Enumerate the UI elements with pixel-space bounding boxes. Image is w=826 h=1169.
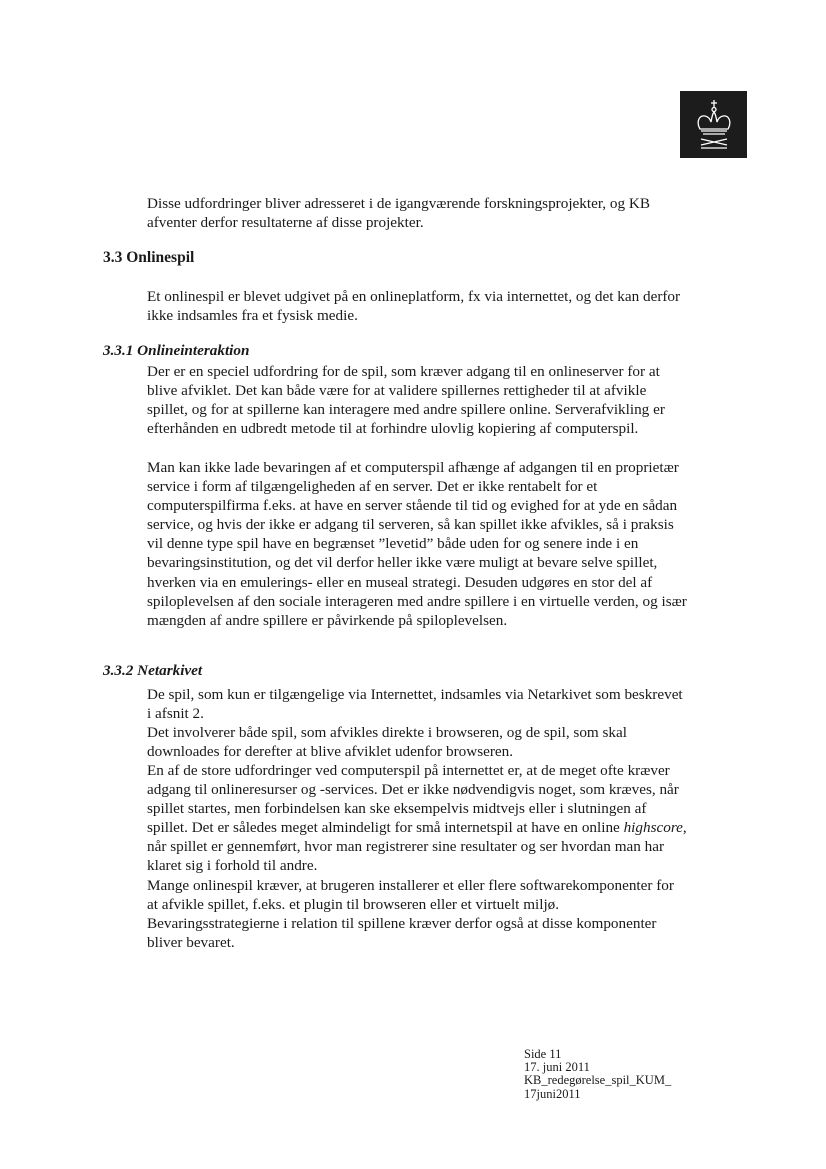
netarkivet-paragraph-1: De spil, som kun er tilgængelige via Internettet, indsamles via Netarkivet som beskrevet i afsnit 2.	[147, 686, 683, 723]
crown-icon	[691, 98, 737, 152]
document-id: KB_redegørelse_spil_KUM_	[524, 1073, 672, 1088]
page-number: Side 11	[524, 1047, 562, 1061]
onlineinteraktion-paragraph-2: Man kan ikke lade bevaringen af et computerspil afhænge af adgangen til en proprietær service i form af tilgængeligheden af en server. Det er ikke rentabelt for et computerspilfirma f.eks. at have en server stående til tid og evighed for at yde en sådan service, og hvis der ikke er adgang til serveren, så kan spillet ikke afvikles, så i praksis vil denne type spil have en begrænset ”levetid” både uden for og senere inde i en bevaringsinstitution, og det vil derfor heller ikke være muligt at bevare selve spillet, hverken via en emulerings- eller en museal strategi. Desuden udgøres en stor del af spiloplevelsen af den sociale interageren med andre spillere i en virtuelle verden, og især mængden af andre spillere er påvirkende på spiloplevelsen.	[147, 459, 687, 629]
intro-paragraph: Disse udfordringer bliver adresseret i de igangværende forskningsprojekter, og KB afventer derfor resultaterne af disse projekter.	[147, 195, 650, 232]
netarkivet-paragraph-3	[147, 761, 687, 876]
footer-date: 17. juni 2011	[524, 1060, 590, 1075]
document-id-continued: 17juni2011	[524, 1086, 581, 1101]
highscore-term: highscore	[623, 819, 683, 837]
netarkivet-paragraph-2: Det involverer både spil, som afvikles direkte i browseren, og de spil, som skal downloades for derefter at blive afviklet udenfor browseren.	[147, 724, 627, 761]
section-intro-paragraph: Et onlinespil er blevet udgivet på en onlineplatform, fx via internettet, og det kan derfor ikke indsamles fra et fysisk medie.	[147, 288, 681, 325]
logo	[680, 91, 747, 158]
paragraph-3-text-after: , når spillet er gennemført, hvor man registrerer sine resultater og ser hvordan man har klaret sig i forhold til andre.	[147, 819, 687, 875]
page-footer	[524, 1048, 704, 1101]
subsection-heading-onlineinteraktion: 3.3.1 Onlineinteraktion	[103, 342, 250, 359]
netarkivet-paragraph-4: Mange onlinespil kræver, at brugeren installerer et eller flere softwarekomponenter for at afvikle spillet, f.eks. et plugin til browseren eller et virtuelt miljø.	[147, 877, 674, 914]
paragraph-3-text-before: En af de store udfordringer ved computerspil på internettet er, at de meget ofte kræver adgang til onlineresurser og -services. Det er ikke nødvendigvis noget, som kræves, når spillet startes, men forbindelsen kan ske eksempelvis midtvejs eller i slutningen af spillet. Det er således meget almindeligt for små internetspil at have en online	[147, 762, 679, 837]
onlineinteraktion-paragraph-1: Der er en speciel udfordring for de spil, som kræver adgang til en onlineserver for at blive afviklet. Det kan både være for at validere spillernes rettigheder til at afvikle spillet, og for at spillerne kan interagere med andre spillere online. Serverafvikling er efterhånden en udbredt metode til at forhindre ulovlig kopiering af computerspil.	[147, 363, 665, 438]
section-heading: 3.3 Onlinespil	[103, 249, 195, 266]
subsection-heading-netarkivet: 3.3.2 Netarkivet	[103, 662, 203, 679]
netarkivet-paragraph-5: Bevaringsstrategierne i relation til spillene kræver derfor også at disse komponenter bliver bevaret.	[147, 915, 657, 952]
